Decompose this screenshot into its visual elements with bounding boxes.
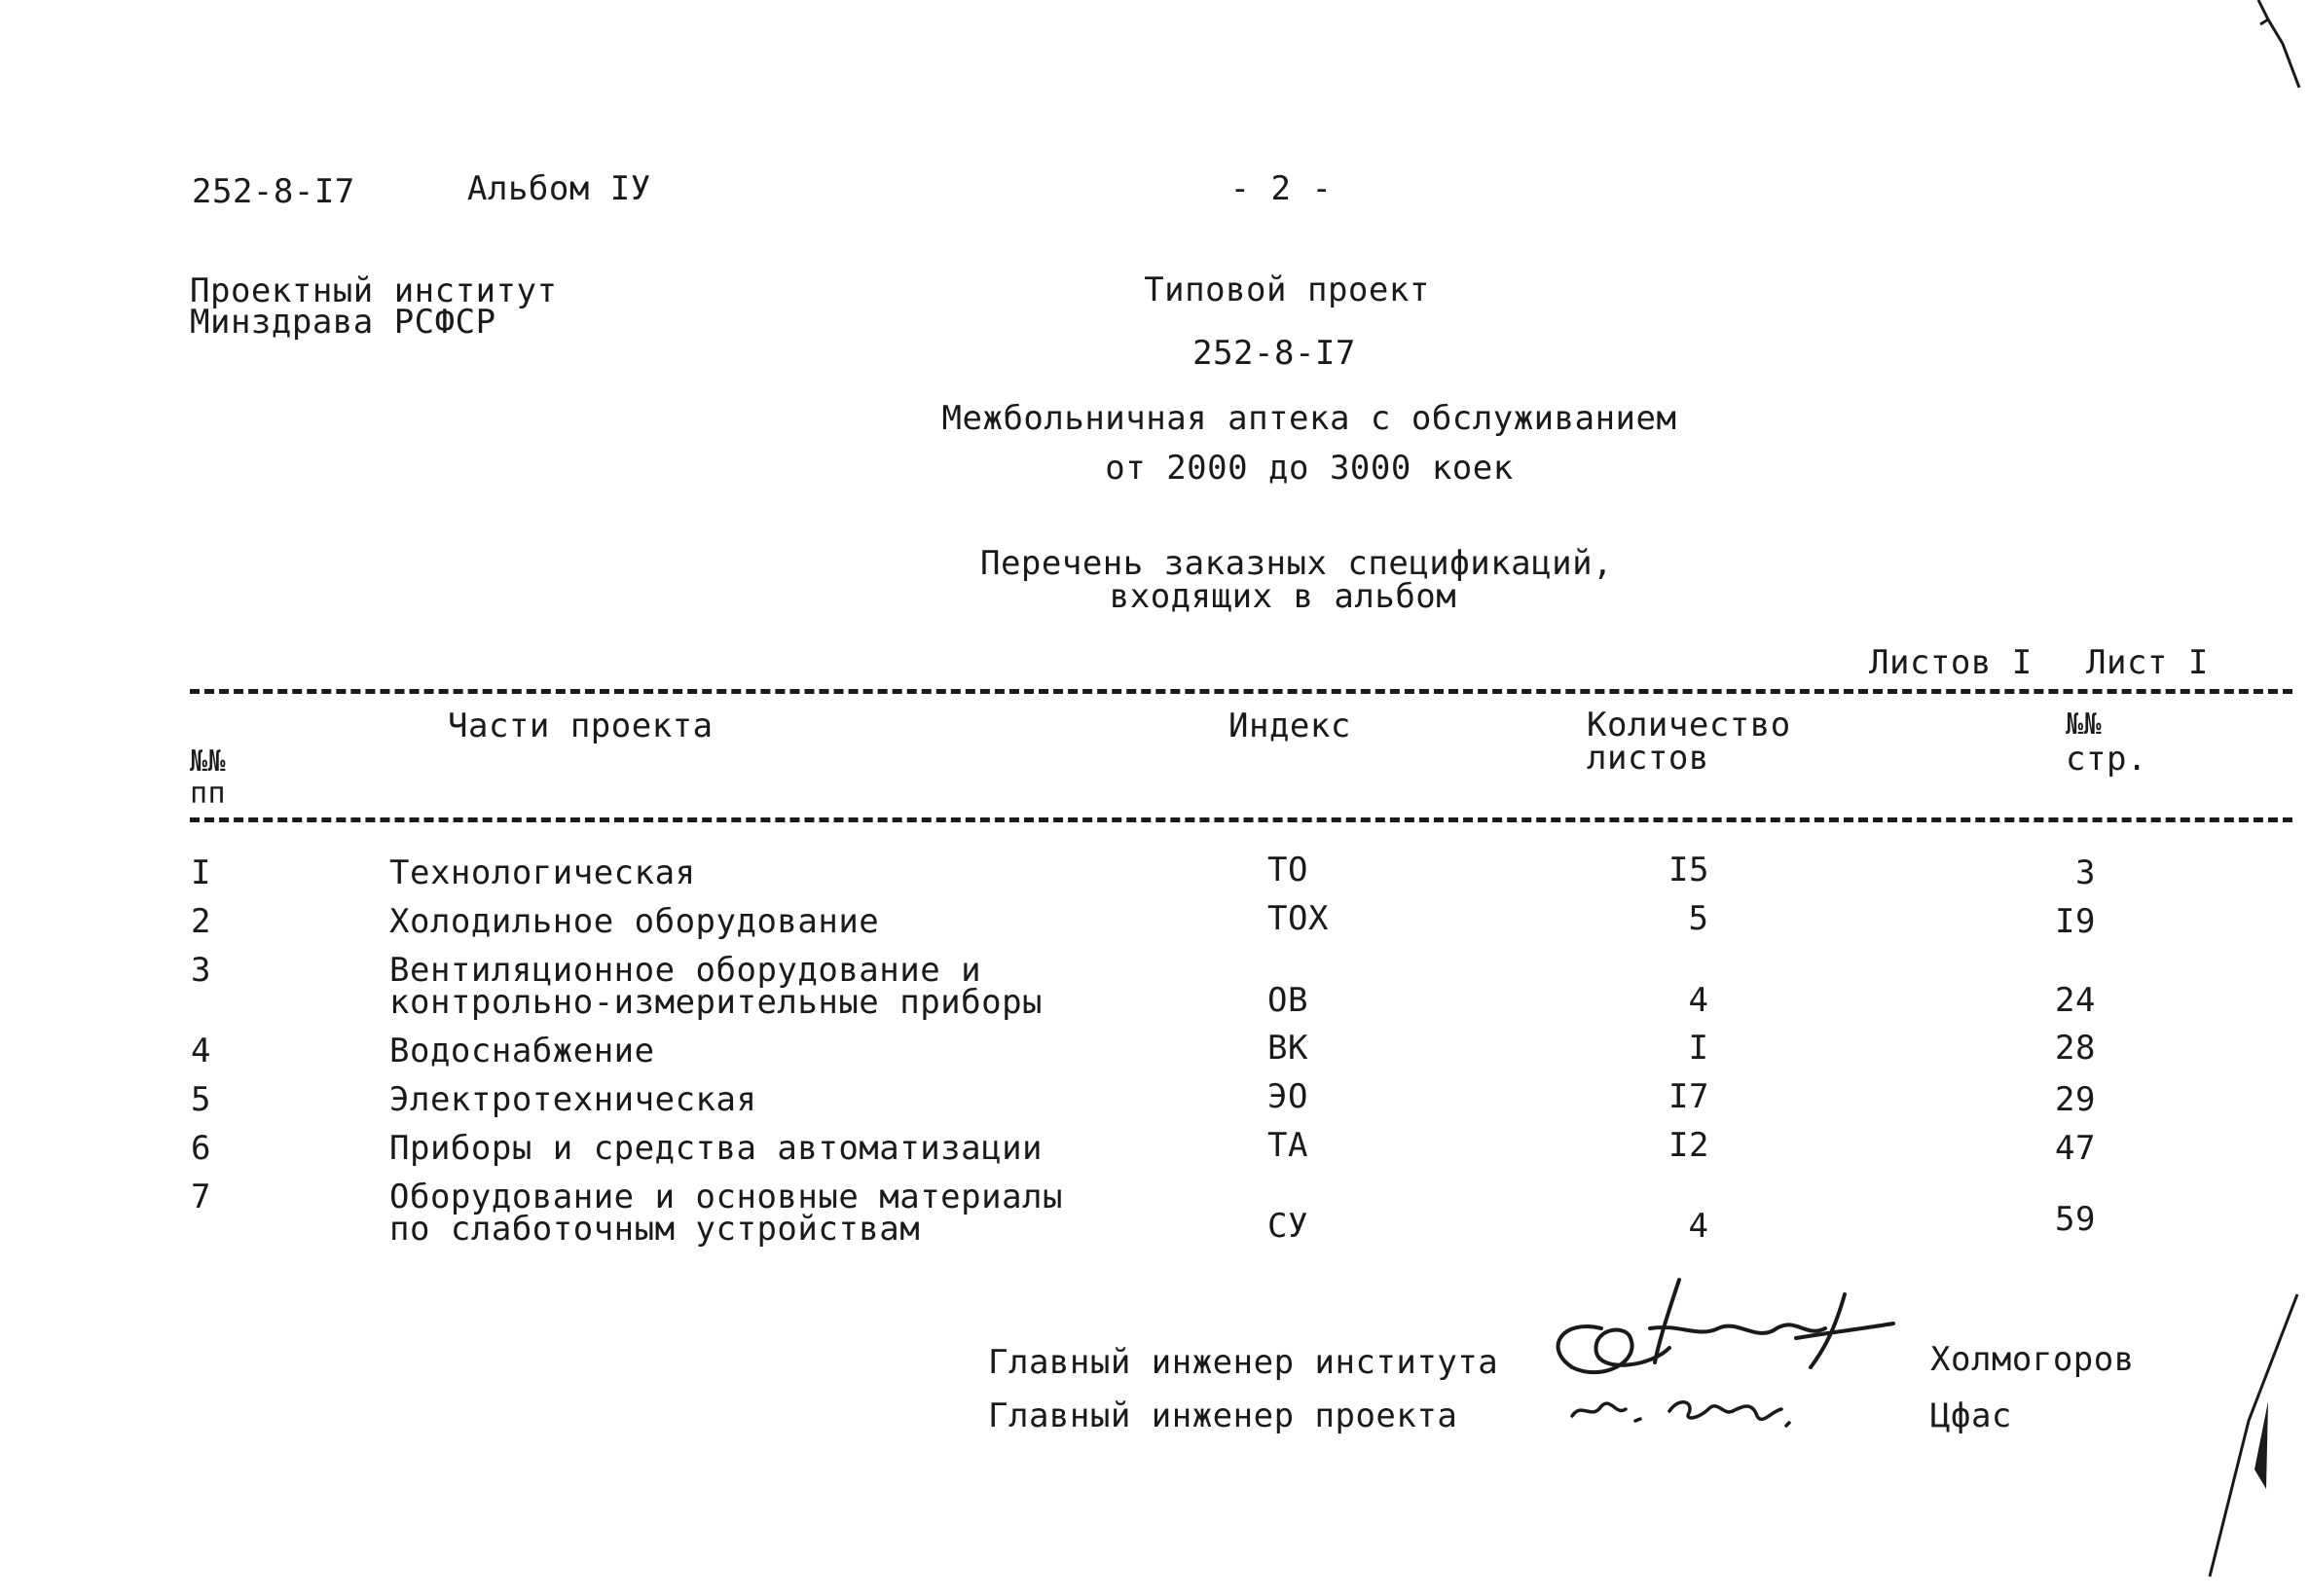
- table-row-1-num: I: [191, 853, 211, 892]
- table-row-5-count: I7: [1668, 1077, 1709, 1116]
- table-row-4-index: ВК: [1267, 1029, 1308, 1068]
- table-row-1-count: I5: [1668, 851, 1709, 889]
- table-row-1-index: ТО: [1267, 851, 1308, 889]
- header-page-line-2: стр.: [2066, 740, 2147, 779]
- institute-line-1: Проектный институт: [190, 272, 558, 310]
- sheets-total: Листов I: [1869, 643, 2033, 682]
- project-type: Типовой проект: [1144, 271, 1430, 309]
- table-row-5-index: ЭО: [1267, 1077, 1308, 1116]
- table-row-7-num: 7: [191, 1178, 211, 1216]
- table-row-6-name: Приборы и средства автоматизации: [389, 1129, 1044, 1168]
- header-count-line-2: листов: [1587, 739, 1709, 778]
- list-title-line-1: Перечень заказных спецификаций,: [979, 544, 1614, 583]
- chief-engineer-project-label: Главный инженер проекта: [988, 1396, 1458, 1435]
- table-row-1-page: 3: [2075, 853, 2096, 892]
- table-row-2-num: 2: [191, 902, 211, 941]
- table-row-1-name: Технологическая: [389, 853, 696, 892]
- table-row-2-page: I9: [2055, 902, 2096, 941]
- table-row-3-name-line-1: Вентиляционное оборудование и: [389, 951, 982, 990]
- header-count-line-1: Количество: [1587, 706, 1791, 744]
- table-row-7-page: 59: [2055, 1200, 2096, 1239]
- header-parts: Части проекта: [448, 707, 714, 745]
- table-header-rule: [190, 817, 2292, 822]
- table-row-2-count: 5: [1688, 899, 1709, 938]
- chief-engineer-institute-name: Холмогоров: [1930, 1340, 2135, 1379]
- header-num-line-1: №№: [190, 744, 227, 779]
- table-row-3-page: 24: [2055, 981, 2096, 1020]
- table-row-4-page: 28: [2055, 1029, 2096, 1068]
- table-row-7-name-line-2: по слаботочным устройствам: [389, 1210, 921, 1249]
- table-row-7-index: СУ: [1267, 1207, 1308, 1246]
- project-code: 252-8-I7: [1192, 334, 1356, 373]
- table-row-6-index: ТА: [1267, 1126, 1308, 1165]
- table-top-rule: [190, 689, 2292, 694]
- edge-scan-mark: [2190, 1285, 2307, 1596]
- table-row-3-name-line-2: контрольно-измерительные приборы: [389, 983, 1044, 1022]
- album-label: Альбом IУ: [467, 169, 651, 208]
- table-row-3-num: 3: [191, 951, 211, 990]
- project-name-line-2: от 2000 до 3000 коек: [1105, 449, 1514, 488]
- table-row-7-count: 4: [1688, 1207, 1709, 1246]
- table-row-4-num: 4: [191, 1032, 211, 1070]
- header-num-line-2: пп: [190, 777, 227, 811]
- list-title-line-2: входящих в альбом: [1109, 577, 1457, 616]
- table-row-2-index: ТОХ: [1267, 899, 1329, 938]
- chief-engineer-institute-label: Главный инженер института: [988, 1343, 1499, 1382]
- table-row-6-count: I2: [1668, 1126, 1709, 1165]
- corner-scan-mark: [2239, 0, 2309, 97]
- table-row-6-page: 47: [2055, 1129, 2096, 1168]
- chief-engineer-project-name: Цфас: [1930, 1396, 2012, 1435]
- table-row-5-num: 5: [191, 1080, 211, 1119]
- table-row-5-name: Электротехническая: [389, 1080, 757, 1119]
- table-row-2-name: Холодильное оборудование: [389, 902, 880, 941]
- header-page-line-1: №№: [2066, 707, 2103, 742]
- table-row-3-count: 4: [1688, 981, 1709, 1020]
- table-row-3-index: ОВ: [1267, 981, 1308, 1020]
- project-name-line-1: Межбольничная аптека с обслуживанием: [941, 399, 1677, 438]
- table-row-7-name-line-1: Оборудование и основные материалы: [389, 1178, 1064, 1216]
- document-code: 252-8-I7: [192, 172, 355, 211]
- table-row-5-page: 29: [2055, 1080, 2096, 1119]
- header-index: Индекс: [1228, 707, 1351, 745]
- institute-line-2: Минздрава РСФСР: [190, 303, 496, 342]
- handwritten-signature-project: [1562, 1372, 1815, 1440]
- sheet-number: Лист I: [2086, 643, 2209, 682]
- table-row-4-name: Водоснабжение: [389, 1032, 655, 1070]
- table-row-6-num: 6: [191, 1129, 211, 1168]
- page-number: - 2 -: [1229, 169, 1333, 208]
- table-row-4-count: I: [1688, 1029, 1709, 1068]
